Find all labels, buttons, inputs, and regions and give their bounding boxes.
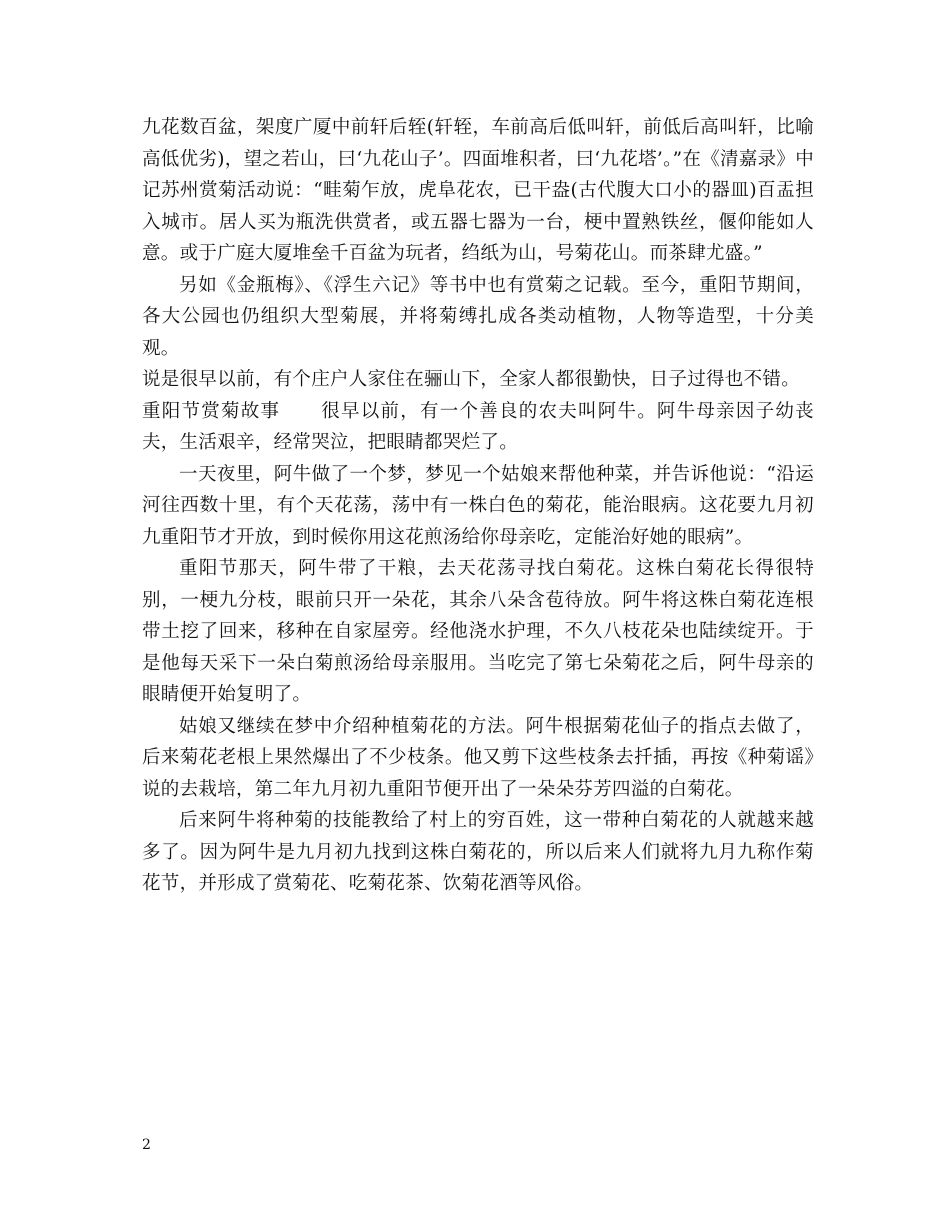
paragraph-1: 九花数百盆，架度广厦中前轩后轾(轩轾，车前高后低叫轩，前低后高叫轩，比喻高低优劣)，望之若山，曰‘九花山子’。四面堆积者，曰‘九花塔’。”在《清嘉录》中记苏州赏菊活动说：“畦菊乍放，虎阜花农，已干盎(古代腹大口小的器皿)百盂担入城市。居人买为瓶洗供赏者，或五器七器为一台，梗中置熟铁丝，偃仰能如人意。或于广庭大厦堆垒千百盆为玩者，绉纸为山，号菊花山。而茶肆尤盛。” (142, 117, 814, 264)
story-title: 重阳节赏菊故事 (142, 400, 281, 422)
paragraph-7: 后来阿牛将种菊的技能教给了村上的穷百姓，这一带种白菊花的人就越来越多了。因为阿牛是九月初九找到这株白菊花的，所以后来人们就将九月九称作菊花节，并形成了赏菊花、吃菊花茶、饮菊花酒等风俗。 (142, 810, 814, 894)
paragraph-3-container (142, 396, 814, 459)
paragraph-5: 重阳节那天，阿牛带了干粮，去天花荡寻找白菊花。这株白菊花长得很特别，一梗九分枝，眼前只开一朵花，其余八朵含苞待放。阿牛将这株白菊花连根带土挖了回来，移种在自家屋旁。经他浇水护理，不久八枝花朵也陆续绽开。于是他每天采下一朵白菊煎汤给母亲服用。当吃完了第七朵菊花之后，阿牛母亲的眼睛便开始复明了。 (142, 558, 814, 705)
story-intro-line: 说是很早以前，有个庄户人家住在骊山下，全家人都很勤快，日子过得也不错。 (142, 369, 801, 390)
page-number: 2 (142, 1137, 151, 1153)
paragraph-6: 姑娘又继续在梦中介绍种植菊花的方法。阿牛根据菊花仙子的指点去做了，后来菊花老根上果然爆出了不少枝条。他又剪下这些枝条去扦插，再按《种菊谣》说的去栽培，第二年九月初九重阳节便开出了一朵朵芬芳四溢的白菊花。 (142, 715, 814, 800)
paragraph-2: 另如《金瓶梅》、《浮生六记》等书中也有赏菊之记载。至今，重阳节期间，各大公园也仍组织大型菊展，并将菊缚扎成各类动植物，人物等造型，十分美观。 (142, 274, 814, 359)
paragraph-3: 很早以前，有一个善良的农夫叫阿牛。阿牛母亲因子幼丧夫，生活艰辛，经常哭泣，把眼睛都哭烂了。 (142, 400, 814, 453)
paragraph-4: 一天夜里，阿牛做了一个梦，梦见一个姑娘来帮他种菜，并告诉他说：“沿运河往西数十里，有个天花荡，荡中有一株白色的菊花，能治眼病。这花要九月初九重阳节才开放，到时候你用这花煎汤给你母亲吃，定能治好她的眼病”。 (142, 463, 814, 548)
document-body (142, 112, 814, 900)
